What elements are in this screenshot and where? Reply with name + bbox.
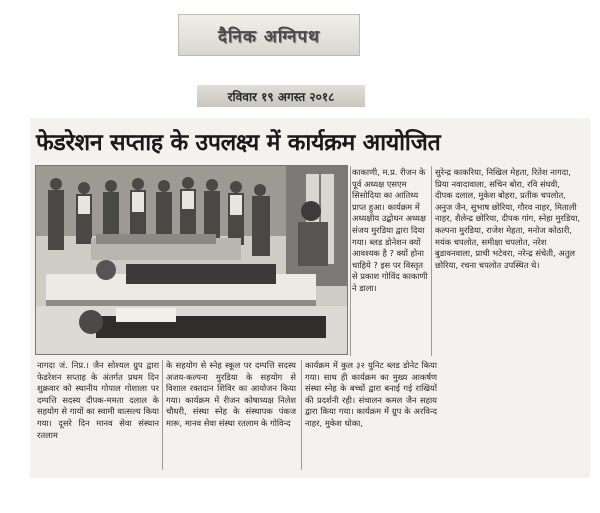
newspaper-masthead: दैनिक अग्निपथ xyxy=(178,14,360,56)
column-rule xyxy=(301,360,302,470)
article-column-names: सुरेन्द्र काकरिया, निखिल मेहता, रितेश नागदा, प्रिया नवादावाला, सचिन बोरा, रवि संघवी, दीपक दलाल, मुकेश बोहरा, प्रतीक चपलोत, अनुज जैन, सुभाष छोरिया, गौरव नाहर, मिताली नाहर, शैलेन्द्र छोरिया, दीपक गांग, स्नेहा मुरडिया, कल्पना मुरडिया, राजेश मेहता, मनोज कोठारी, मयंक चपलोत, समीक्षा चपलोत, नरेश बुडावनवाला, प्राची भटेवरा, नरेन्द्र संचेती, अतुल छोरिया, रचना चपलोत उपस्थित थे। xyxy=(435,167,580,270)
blood-donation-camp-photo xyxy=(36,166,348,355)
article-headline: फेडरेशन सप्ताह के उपलक्ष्य में कार्यक्रम आयोजित xyxy=(36,130,441,156)
dateline: रविवार १९ अगस्त २०१८ xyxy=(197,85,365,107)
article-column-1: नागदा जं. निप्र.। जैन सोश्यल ग्रुप द्वारा फेडरेशन सप्ताह के अंतर्गत प्रथम दिन शुक्रवार को स्थानीय गोपाल गोशाला पर दम्पत्ति सदस्य दीपक-ममता दलाल के सहयोग से गायों का स्वामी वात्सल्य किया गया। दूसरे दिन मानव सेवा संस्थान रतलाम xyxy=(37,360,159,440)
article-column-2: के सहयोग से स्नेह स्कूल पर दम्पत्ति सदस्य अजय-कल्पना मुरडिया के सहयोग से विशाल रक्तदान शिविर का आयोजन किया गया। कार्यक्रम में रीजन कोषाध्यक्ष निलेश चौधरी, संस्था स्नेह के संस्थापक पंकज मारू, मानव सेवा संस्था रतलाम के गोविन्द xyxy=(166,360,296,428)
column-rule xyxy=(350,166,351,356)
article-column-right-top: काकाणी, म.प्र. रीजन के पूर्व अध्यक्ष एसएम सिसोदिया का आतिथ्य प्राप्त हुआ। कार्यक्रम में अध्यक्षीय उद्बोधन अध्यक्ष संजय मुरडिया द्वारा दिया गया। ब्लड डोनेशन क्यों आवश्यक है ? क्यों होना चाहिये ? इस पर विस्तृत से प्रकाश गोविंद काकाणी ने डाला। xyxy=(352,167,428,293)
column-rule xyxy=(431,166,432,356)
news-photo xyxy=(35,165,348,355)
column-rule xyxy=(162,360,163,470)
article-column-3: कार्यक्रम में कुल ३२ युनिट ब्लड डोनेट किया गया। साथ ही कार्यक्रम का मुख्य आकर्षण संस्था स्नेह के बच्चों द्वारा बनाई गई राखियों की प्रदर्शनी रही। संचालन कमल जैन सहाय द्वारा किया गया। कार्यक्रम में ग्रुप के अरविन्द नाहर, मुकेश धोका, xyxy=(305,360,437,428)
